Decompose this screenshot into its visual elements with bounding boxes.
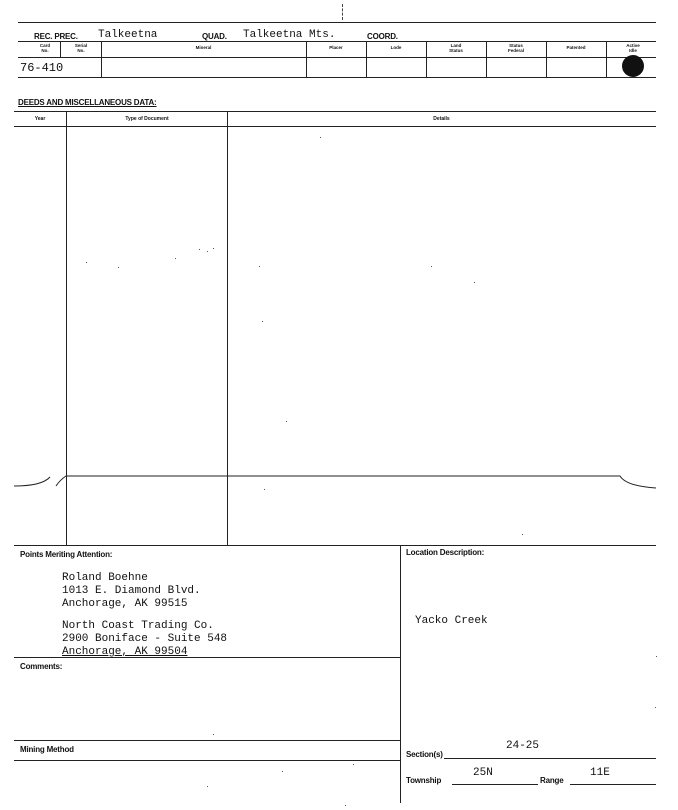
address-1-line-1: Roland Boehne: [62, 572, 148, 584]
col-mineral: Mineral: [195, 45, 212, 50]
address-block-1: [62, 572, 201, 611]
location-label: Location Description:: [406, 548, 485, 557]
col-patented: Patented: [566, 45, 586, 50]
col-details: Details: [433, 116, 450, 122]
quad-label: QUAD.: [202, 32, 227, 41]
location-description: Yacko Creek: [415, 615, 488, 627]
col-status-federal: Status Federal: [507, 43, 524, 53]
col-card-no: Card No.: [39, 43, 51, 53]
section-label: Section(s): [406, 750, 443, 759]
col-serial-no: Serial No.: [74, 43, 88, 53]
range-value: 11E: [590, 767, 610, 779]
col-lode: Lode: [390, 45, 402, 50]
quad-value: Talkeetna Mts.: [243, 29, 336, 41]
hole-punch: [622, 55, 644, 77]
coord-label: COORD.: [367, 32, 398, 41]
address-block-2: [62, 620, 227, 659]
section-value: 24-25: [506, 740, 540, 752]
col-land-status: Land Status: [449, 43, 463, 53]
township-value: 25N: [473, 767, 493, 779]
deeds-section-title: DEEDS AND MISCELLANEOUS DATA:: [18, 98, 157, 107]
col-active-idle: Active Idle: [626, 43, 640, 53]
rec-prec-value: Talkeetna: [98, 29, 158, 41]
col-placer: Placer: [329, 45, 343, 50]
card-number: 76-410: [20, 61, 64, 75]
comments-label: Comments:: [20, 662, 63, 671]
range-label: Range: [540, 776, 564, 785]
col-year: Year: [34, 116, 46, 122]
address-2-line-3: Anchorage, AK 99504: [62, 646, 188, 658]
rec-prec-label: REC. PREC.: [34, 32, 78, 41]
mining-method-label: Mining Method: [20, 745, 74, 754]
address-1-line-2: 1013 E. Diamond Blvd.: [62, 585, 201, 597]
address-2-line-1: North Coast Trading Co.: [62, 620, 214, 632]
col-type-of-document: Type of Document: [125, 116, 169, 122]
address-1-line-3: Anchorage, AK 99515: [62, 598, 188, 610]
continuation-line: [0, 466, 678, 496]
address-2-line-2: 2900 Boniface - Suite 548: [62, 633, 228, 645]
points-label: Points Meriting Attention:: [20, 550, 113, 559]
township-label: Township: [406, 776, 442, 785]
